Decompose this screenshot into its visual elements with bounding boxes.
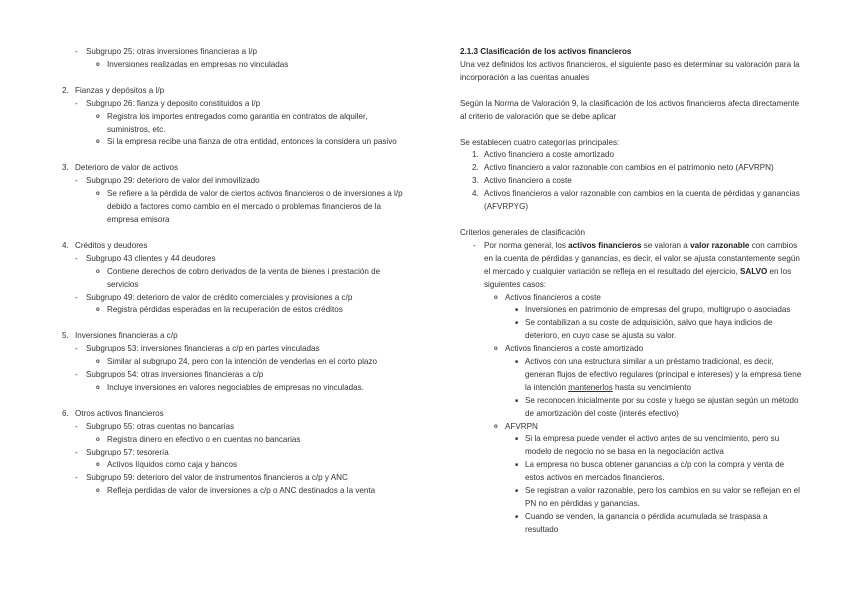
list-item: ■ Se registran a valor razonable, pero los cambios en su valor se reflejan en el PN no en pérdidas y ganancias. [515, 486, 800, 508]
list-item: ■ Activos con una estructura similar a un préstamo tradicional, es decir, generan flujos de efectivo regulares (principal e intereses) y la empresa tiene la intención mantenerlos hasta su vencimiento [515, 357, 802, 392]
paragraph: Se establecen cuatro categorías principales: [460, 137, 620, 147]
subgroup-26: - Subgrupo 26: fianza y deposito constituidos a l/p o Registra los importes entregados como garantia en contratos de alquiler, suministros, etc. o Si la empresa recibe una fianza de otra entidad, entonces la considera un pasivo [86, 98, 407, 150]
subgroup-53: - Subgrupos 53: inversiones financieras a c/p en partes vinculadas o Similar al subgrupo 24, pero con la intención de venderlas en el corto plazo [86, 343, 407, 369]
subgroup-49: - Subgrupo 49: deterioro de valor de crédito comerciales y provisiones a c/p o Registra pérdidas esperadas en la recuperación de estos créditos [86, 292, 407, 318]
list-item: o Contiene derechos de cobro derivados de la venta de bienes i prestación de servicios [96, 266, 381, 289]
list-item: 4. Activos financieros a valor razonable con cambios en la cuenta de pérdidas y ganancias (AFVRPYG) [472, 189, 800, 212]
subgroup-29: - Subgrupo 29: deterioro de valor del inmovilizado o Se refiere a la pérdida de valor de ciertos activos financieros o de inversiones a l/p debido a factores como cambio en el mercado o problemas financieros de la empresa emisora [86, 175, 407, 227]
list-item: 3. Activo financiero a coste [472, 176, 572, 186]
list-item: ■ Se contabilizan a su coste de adquisición, salvo que haya indicios de deterioro, en cuyo case se ajusta su valor. [515, 318, 773, 341]
section-6: 6. Otros activos financieros [62, 408, 164, 418]
list-item: ■ La empresa no busca obtener ganancias a c/p con la compra y venta de estos activos en mercados financieros. [515, 460, 785, 483]
list-item: o Inversiones realizadas en empresas no vinculadas [96, 59, 289, 69]
list-item: ■ Inversiones en patrimonio de empresas del grupo, multigrupo o asociadas [515, 305, 791, 315]
list-item: o Similar al subgrupo 24, pero con la intención de venderlas en el corto plazo [96, 357, 377, 367]
list-item: o Refleja perdidas de valor de inversiones a c/p o ANC destinados a la venta [96, 486, 376, 496]
amortizado-group: o Activos financieros a coste amortizado ■ Activos con una estructura similar a un préstamo tradicional, es decir, generan flujos de efectivo regulares (principal e intereses) y la empresa tiene la intención mantenerlos hasta su vencimiento ■ Se reconocen inicialmente por su coste y luego se ajustan según un método de amortización del coste (interés efectivo) [505, 343, 802, 420]
section-3: 3. Deterioro de valor de activos [62, 163, 179, 173]
list-item: o Incluye inversiones en valores negociables de empresas no vinculadas. [96, 382, 364, 392]
section-5: 5. Inversiones financieras a c/p [62, 331, 178, 341]
coste-group: o Activos financieros a coste ■ Inversiones en patrimonio de empresas del grupo, multigrupo o asociadas ■ Se contabilizan a su coste de adquisición, salvo que haya indicios de deterioro, en cuyo case se ajusta su valor. [505, 292, 802, 344]
subgroup-54: - Subgrupos 54: otras inversiones financieras a c/p o Incluye inversiones en valores negociables de empresas no vinculadas. [86, 369, 407, 395]
criteria-item: - Por norma general, los activos financieros se valoran a valor razonable con cambios en la cuenta de pérdidas y ganancias, es decir, el valor se ajusta constantemente según el mercado y cualquier variación se refleja en el resultado del ejercicio, SALVO en los siguientes casos: o Activos financieros a coste ■ Inversiones en patrimonio de empresas del grupo, multigrupo o asociadas ■ Se contabilizan a su coste de adquisición, salvo que haya indicios de deterioro, en cuyo case se ajusta su valor. o Activos financieros a coste amortizado ■ Activos con una estructura similar a un préstamo tradicional, es decir, generan flujos de efectivo regulares (principal e intereses) y la empresa tiene la intención mantenerlos hasta su vencimiento ■ Se reconocen inicialmente por su coste y luego se ajustan según un método de amortización del coste (interés efectivo) o AFVRPN ■ Si la empresa puede vender el activo antes de su vencimiento, pero su modelo de negocio no se basa en la negociación activa ■ La empresa no busca obtener ganancias a c/p con la compra y venta de estos activos en mercados financieros. ■ Se registran a valor razonable, pero los cambios en su valor se reflejan en el PN no en pérdidas y ganancias. ■ Cuando se venden, la ganancia o pérdida acumulada se traspasa a resultado [484, 240, 802, 537]
list-item: o Si la empresa recibe una fianza de otra entidad, entonces la considera un pasivo [96, 137, 397, 147]
list-item: ■ Si la empresa puede vender el activo antes de su vencimiento, pero su modelo de negocio no se basa en la negociación activa [515, 434, 780, 457]
paragraph: Según la Norma de Valoración 9, la clasificación de los activos financieros afecta directamente al criterio de valoración que se debe aplicar [460, 98, 800, 121]
list-item: o Activos líquidos como caja y bancos [96, 460, 238, 470]
list-item: 1. Activo financiero a coste amortizado [472, 150, 615, 160]
list-item: 2. Activo financiero a valor razonable con cambios en el patrimonio neto (AFVRPN) [472, 163, 774, 173]
criteria-title: Criterios generales de clasificación [460, 227, 586, 237]
subgroup-55: - Subgrupo 55: otras cuentas no bancarias o Registra dinero en efectivo o en cuentas no bancarias [86, 421, 407, 447]
subgroup-57: - Subgrupo 57: tesorería o Activos líquidos como caja y bancos [86, 447, 407, 473]
list-item: ■ Cuando se venden, la ganancia o pérdida acumulada se traspasa a resultado [515, 511, 768, 534]
subgroup-25: - Subgrupo 25: otras inversiones financieras a l/p o Inversiones realizadas en empresas no vinculadas [86, 46, 407, 72]
afvrpn-group: o AFVRPN ■ Si la empresa puede vender el activo antes de su vencimiento, pero su modelo de negocio no se basa en la negociación activa ■ La empresa no busca obtener ganancias a c/p con la compra y venta de estos activos en mercados financieros. ■ Se registran a valor razonable, pero los cambios en su valor se reflejan en el PN no en pérdidas y ganancias. ■ Cuando se venden, la ganancia o pérdida acumulada se traspasa a resultado [505, 421, 802, 537]
list-item: o Se refiere a la pérdida de valor de ciertos activos financieros o de inversiones a l/p debido a factores como cambio en el mercado o problemas financieros de la empresa emisora [96, 189, 403, 224]
list-item: o Registra pérdidas esperadas en la recuperación de estos créditos [96, 305, 343, 315]
subgroup-43-44: - Subgrupo 43 clientes y 44 deudores o Contiene derechos de cobro derivados de la venta de bienes i prestación de servicios [86, 253, 407, 292]
list-item: o Registra dinero en efectivo o en cuentas no bancarias [96, 434, 301, 444]
section-1-subgroups [62, 46, 407, 72]
categories-list [460, 149, 802, 214]
list-item: o Registra los importes entregados como garantia en contratos de alquiler, suministros, etc. [96, 111, 368, 134]
paragraph: Una vez definidos los activos financieros, el siguiente paso es determinar su valoración para la incorporación a las cuentas anuales [460, 59, 800, 82]
left-column [62, 46, 407, 498]
section-2: 2. Fianzas y depósitos a l/p [62, 85, 165, 95]
section-4: 4. Créditos y deudores [62, 240, 148, 250]
right-column [460, 46, 802, 537]
subgroup-59: - Subgrupo 59: deterioro del valor de instrumentos financieros a c/p y ANC o Refleja perdidas de valor de inversiones a c/p o ANC destinados a la venta [86, 472, 407, 498]
section-heading: 2.1.3 Clasificación de los activos financieros [460, 47, 632, 56]
list-item: ■ Se reconocen inicialmente por su coste y luego se ajustan según un método de amortización del coste (interés efectivo) [515, 395, 799, 418]
